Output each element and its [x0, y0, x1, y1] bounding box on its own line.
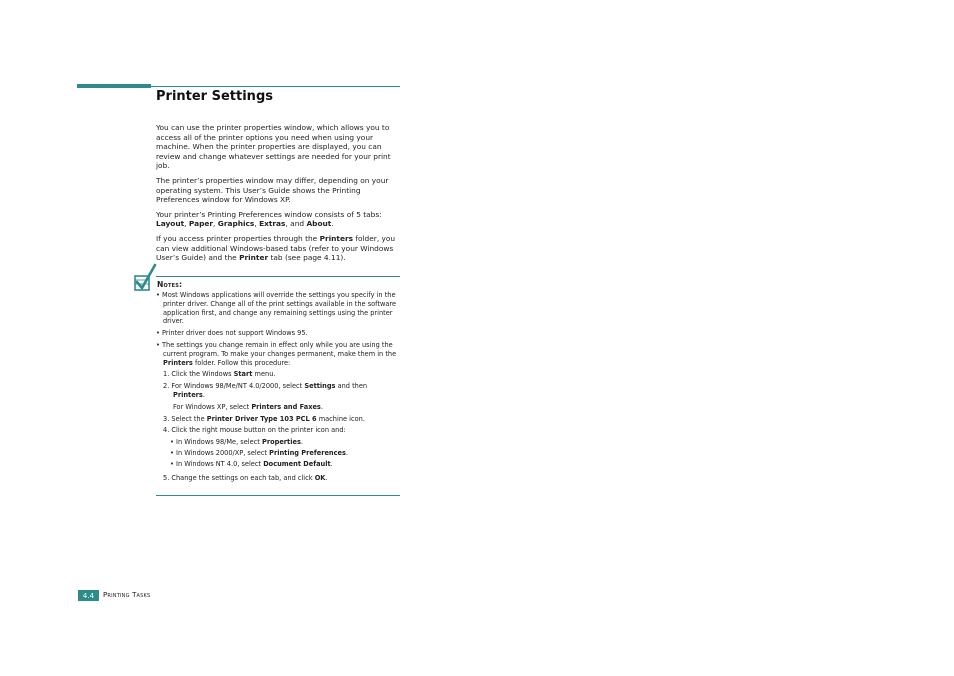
step-text: menu. — [254, 370, 276, 379]
step-ok: OK — [314, 473, 326, 482]
os-option: • In Windows NT 4.0, select Document Default. — [170, 459, 333, 468]
note-text: Most Windows applications will override the settings you specify in the printer driver. Change all of the print settings available in the software application first, and change any remaining settings using the printer driver. — [162, 291, 397, 326]
access-paragraph — [156, 234, 402, 263]
intro-paragraph-2: The printer’s properties window may differ, depending on your operating system. This User’s Guide shows the Printing Preferences window for Windows XP. — [156, 175, 389, 205]
access-printer-tab: Printer — [239, 253, 269, 263]
step-text: 2. For Windows 98/Me/NT 4.0/2000, select — [163, 382, 303, 391]
tab-name-about: About — [306, 219, 332, 229]
os-option-text: In Windows NT 4.0, select — [176, 459, 262, 468]
page-number-badge: 4.4 — [78, 590, 99, 601]
os-option-text: In Windows 98/Me, select — [176, 438, 260, 447]
procedure-step — [163, 426, 400, 435]
procedure-step: 2. For Windows 98/Me/NT 4.0/2000, select Settings and then Printers. — [163, 382, 368, 399]
step-text: and then — [337, 382, 368, 391]
body-text — [156, 123, 402, 268]
step-driver-name: Printer Driver Type 103 PCL 6 — [206, 414, 317, 423]
step-printers: Printers — [173, 390, 203, 399]
procedure-step — [163, 370, 400, 379]
checkmark-note-icon — [131, 262, 159, 294]
os-option: • In Windows 98/Me, select Properties. — [170, 438, 303, 447]
tabs-and: and — [290, 219, 305, 229]
note-text: folder. Follow this procedure: — [194, 358, 291, 367]
procedure-step — [163, 415, 400, 424]
header-accent-bar — [77, 84, 151, 88]
notes-title: Notes: — [157, 280, 183, 289]
access-text-3: tab (see page 4.11). — [270, 253, 346, 263]
tab-name-extras: Extras — [259, 219, 286, 229]
page-title: Printer Settings — [156, 89, 273, 104]
note-bullet: • The settings you change remain in effect only while you are using the current program. To make your changes permanent, make them in the Printers folder. Follow this procedure: — [156, 340, 397, 367]
procedure-step: 5. Change the settings on each tab, and click OK. — [163, 473, 328, 482]
tab-name-layout: Layout — [156, 219, 185, 229]
os-option-document-default: Document Default — [263, 459, 331, 468]
step-text: 3. Select the — [163, 414, 205, 423]
notes-list — [156, 291, 400, 485]
access-text-2: folder, you can view additional Windows-based tabs (refer to your Windows User’s Guide) and the — [156, 233, 396, 263]
note-text: The settings you change remain in effect only while you are using the current program. To make your changes permanent, make them in the — [162, 340, 397, 358]
tab-name-paper: Paper — [188, 219, 214, 229]
tab-name-graphics: Graphics — [217, 219, 255, 229]
notes-rule-top — [156, 276, 400, 277]
step-text: 4. Click the right mouse button on the printer icon and: — [163, 426, 346, 435]
note-bullet: • Printer driver does not support Windows 95. — [156, 329, 308, 338]
step-text: For Windows XP, select — [173, 402, 250, 411]
os-option: • In Windows 2000/XP, select Printing Preferences. — [170, 448, 349, 457]
footer-section-title: Printing Tasks — [103, 591, 151, 599]
access-text-1: If you access printer properties through the — [156, 233, 318, 243]
step-text: 5. Change the settings on each tab, and click — [163, 473, 313, 482]
step-start-menu: Start — [233, 370, 253, 379]
notes-rule-bottom — [156, 495, 400, 496]
tabs-paragraph: Your printer’s Printing Preferences window consists of 5 tabs: Layout, Paper, Graphics, Extras, and About. — [156, 209, 382, 229]
tab-sep: , — [254, 219, 257, 229]
os-option-printing-preferences: Printing Preferences — [269, 448, 346, 457]
os-option-properties: Properties — [262, 438, 301, 447]
header-rule — [151, 86, 400, 87]
tab-sep: , — [184, 219, 187, 229]
procedure-step-xp: For Windows XP, select Printers and Faxes. — [173, 402, 323, 411]
step-settings: Settings — [304, 382, 336, 391]
step-text: 1. Click the Windows — [163, 370, 232, 379]
note-text: Printer driver does not support Windows 95. — [162, 329, 308, 338]
access-printers-folder: Printers — [319, 233, 354, 243]
tab-sep: , — [213, 219, 216, 229]
tab-sep: , — [285, 219, 288, 229]
note-bullet: • Most Windows applications will override the settings you specify in the printer driver. Change all of the print settings available in the software application first, and change any remaining settings using the printer driver. — [156, 291, 397, 326]
step-printers-and-faxes: Printers and Faxes — [251, 402, 321, 411]
note-printers-folder: Printers — [163, 358, 193, 367]
os-option-text: In Windows 2000/XP, select — [176, 448, 268, 457]
step-text: machine icon. — [318, 414, 365, 423]
tabs-lead: Your printer’s Printing Preferences window consists of 5 tabs: — [156, 209, 382, 219]
intro-paragraph-1: You can use the printer properties window, which allows you to access all of the printer options you need when using your machine. When the printer properties are displayed, you can review and change whatever settings are needed for your print job. — [156, 123, 391, 171]
